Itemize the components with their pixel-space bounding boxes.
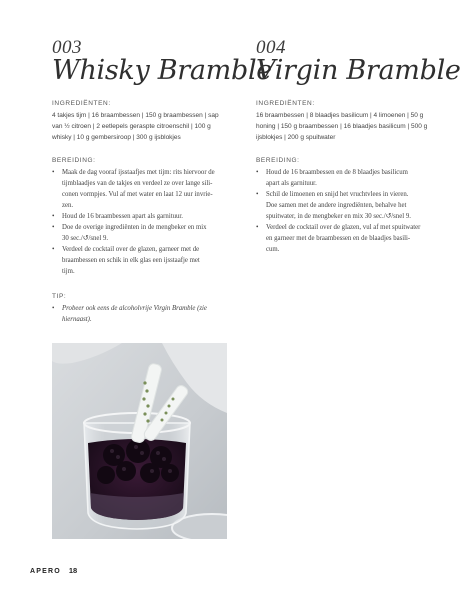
step-line: braambessen en schik in elk glas een ijsstaafje met (62, 257, 200, 264)
step-item (256, 189, 434, 222)
step-line: apart als garnituur. (266, 180, 317, 187)
recipe-number: 004 (256, 37, 286, 58)
step-line: tijm. (62, 268, 75, 275)
recipe-title: Whisky Bramble (52, 55, 272, 86)
step-item (52, 211, 242, 222)
step-line: zen. (62, 202, 74, 209)
ingredients-line: 16 braambessen | 8 blaadjes basilicum | 4 limoenen | 50 g (256, 112, 424, 119)
step-line: • Maak de dag vooraf ijsstaafjes met tijm: rits hiervoor de (62, 169, 215, 176)
preparation-label: BEREIDING: (256, 157, 300, 164)
step-line: en garneer met de braambessen en de blaadjes basili- (266, 235, 411, 242)
ingredients-line: 4 takjes tijm | 16 braambessen | 150 g braambessen | sap (52, 112, 219, 119)
ingredients-label: INGREDIËNTEN: (52, 100, 111, 107)
step-line: 30 sec./↺/snel 9. (62, 235, 109, 242)
step-line: spuitwater, in de mengbeker en mix 30 sec./↺/snel 9. (266, 213, 411, 220)
ingredients-line: whisky | 10 g gembersiroop | 300 g ijsblokjes (52, 134, 181, 141)
step-line: • Houd de 16 braambessen apart als garnituur. (62, 213, 183, 220)
step-line: • Verdeel de cocktail over de glazen, garneer met de (62, 246, 200, 253)
tip-text (52, 303, 242, 325)
preparation-steps (52, 167, 242, 277)
tip-line: • Probeer ook eens de alcoholvrije Virgin Bramble (zie (62, 305, 207, 312)
ingredients-list (256, 110, 434, 143)
preparation-steps (256, 167, 434, 255)
ingredients-line: honing | 150 g braambessen | 16 blaadjes basilicum | 500 g (256, 123, 428, 130)
section-name: APERO (30, 568, 61, 575)
ingredients-list (52, 110, 242, 143)
step-line: Doe samen met de andere ingrediënten, behalve het (266, 202, 407, 209)
step-line: • Doe de overige ingrediënten in de mengbeker en mix (62, 224, 207, 231)
preparation-label: BEREIDING: (52, 157, 96, 164)
ingredients-label: INGREDIËNTEN: (256, 100, 315, 107)
step-line: • Houd de 16 braambessen en de 8 blaadjes basilicum (266, 169, 408, 176)
page-footer (30, 566, 77, 575)
tip-line: hiernaast). (62, 316, 92, 323)
step-line: conen vormpjes. Vul af met water en laat 12 uur invrie- (62, 191, 213, 198)
step-item (52, 167, 242, 211)
page-number: 18 (68, 566, 78, 575)
step-line: cum. (266, 246, 280, 253)
recipe-number: 003 (52, 37, 82, 58)
tip-label: TIP: (52, 293, 67, 300)
recipe-title: Virgin Bramble (256, 55, 461, 86)
step-item (52, 244, 242, 277)
step-item (256, 167, 434, 189)
cocktail-photo (52, 343, 227, 539)
cocktail-photo-illustration (52, 343, 227, 539)
ingredients-line: ijsblokjes | 200 g spuitwater (256, 134, 336, 141)
step-item (256, 222, 434, 255)
step-line: • Verdeel de cocktail over de glazen, vul af met spuitwater (266, 224, 421, 231)
step-item (52, 222, 242, 244)
recipe-004 (256, 37, 461, 255)
step-line: tijmblaadjes van de takjes en verdeel ze over lange sili- (62, 180, 213, 187)
ingredients-line: van ½ citroen | 2 eetlepels geraspte citroenschil | 100 g (52, 123, 211, 130)
step-line: • Schil de limoenen en snijd het vruchtvlees in vieren. (266, 191, 409, 198)
